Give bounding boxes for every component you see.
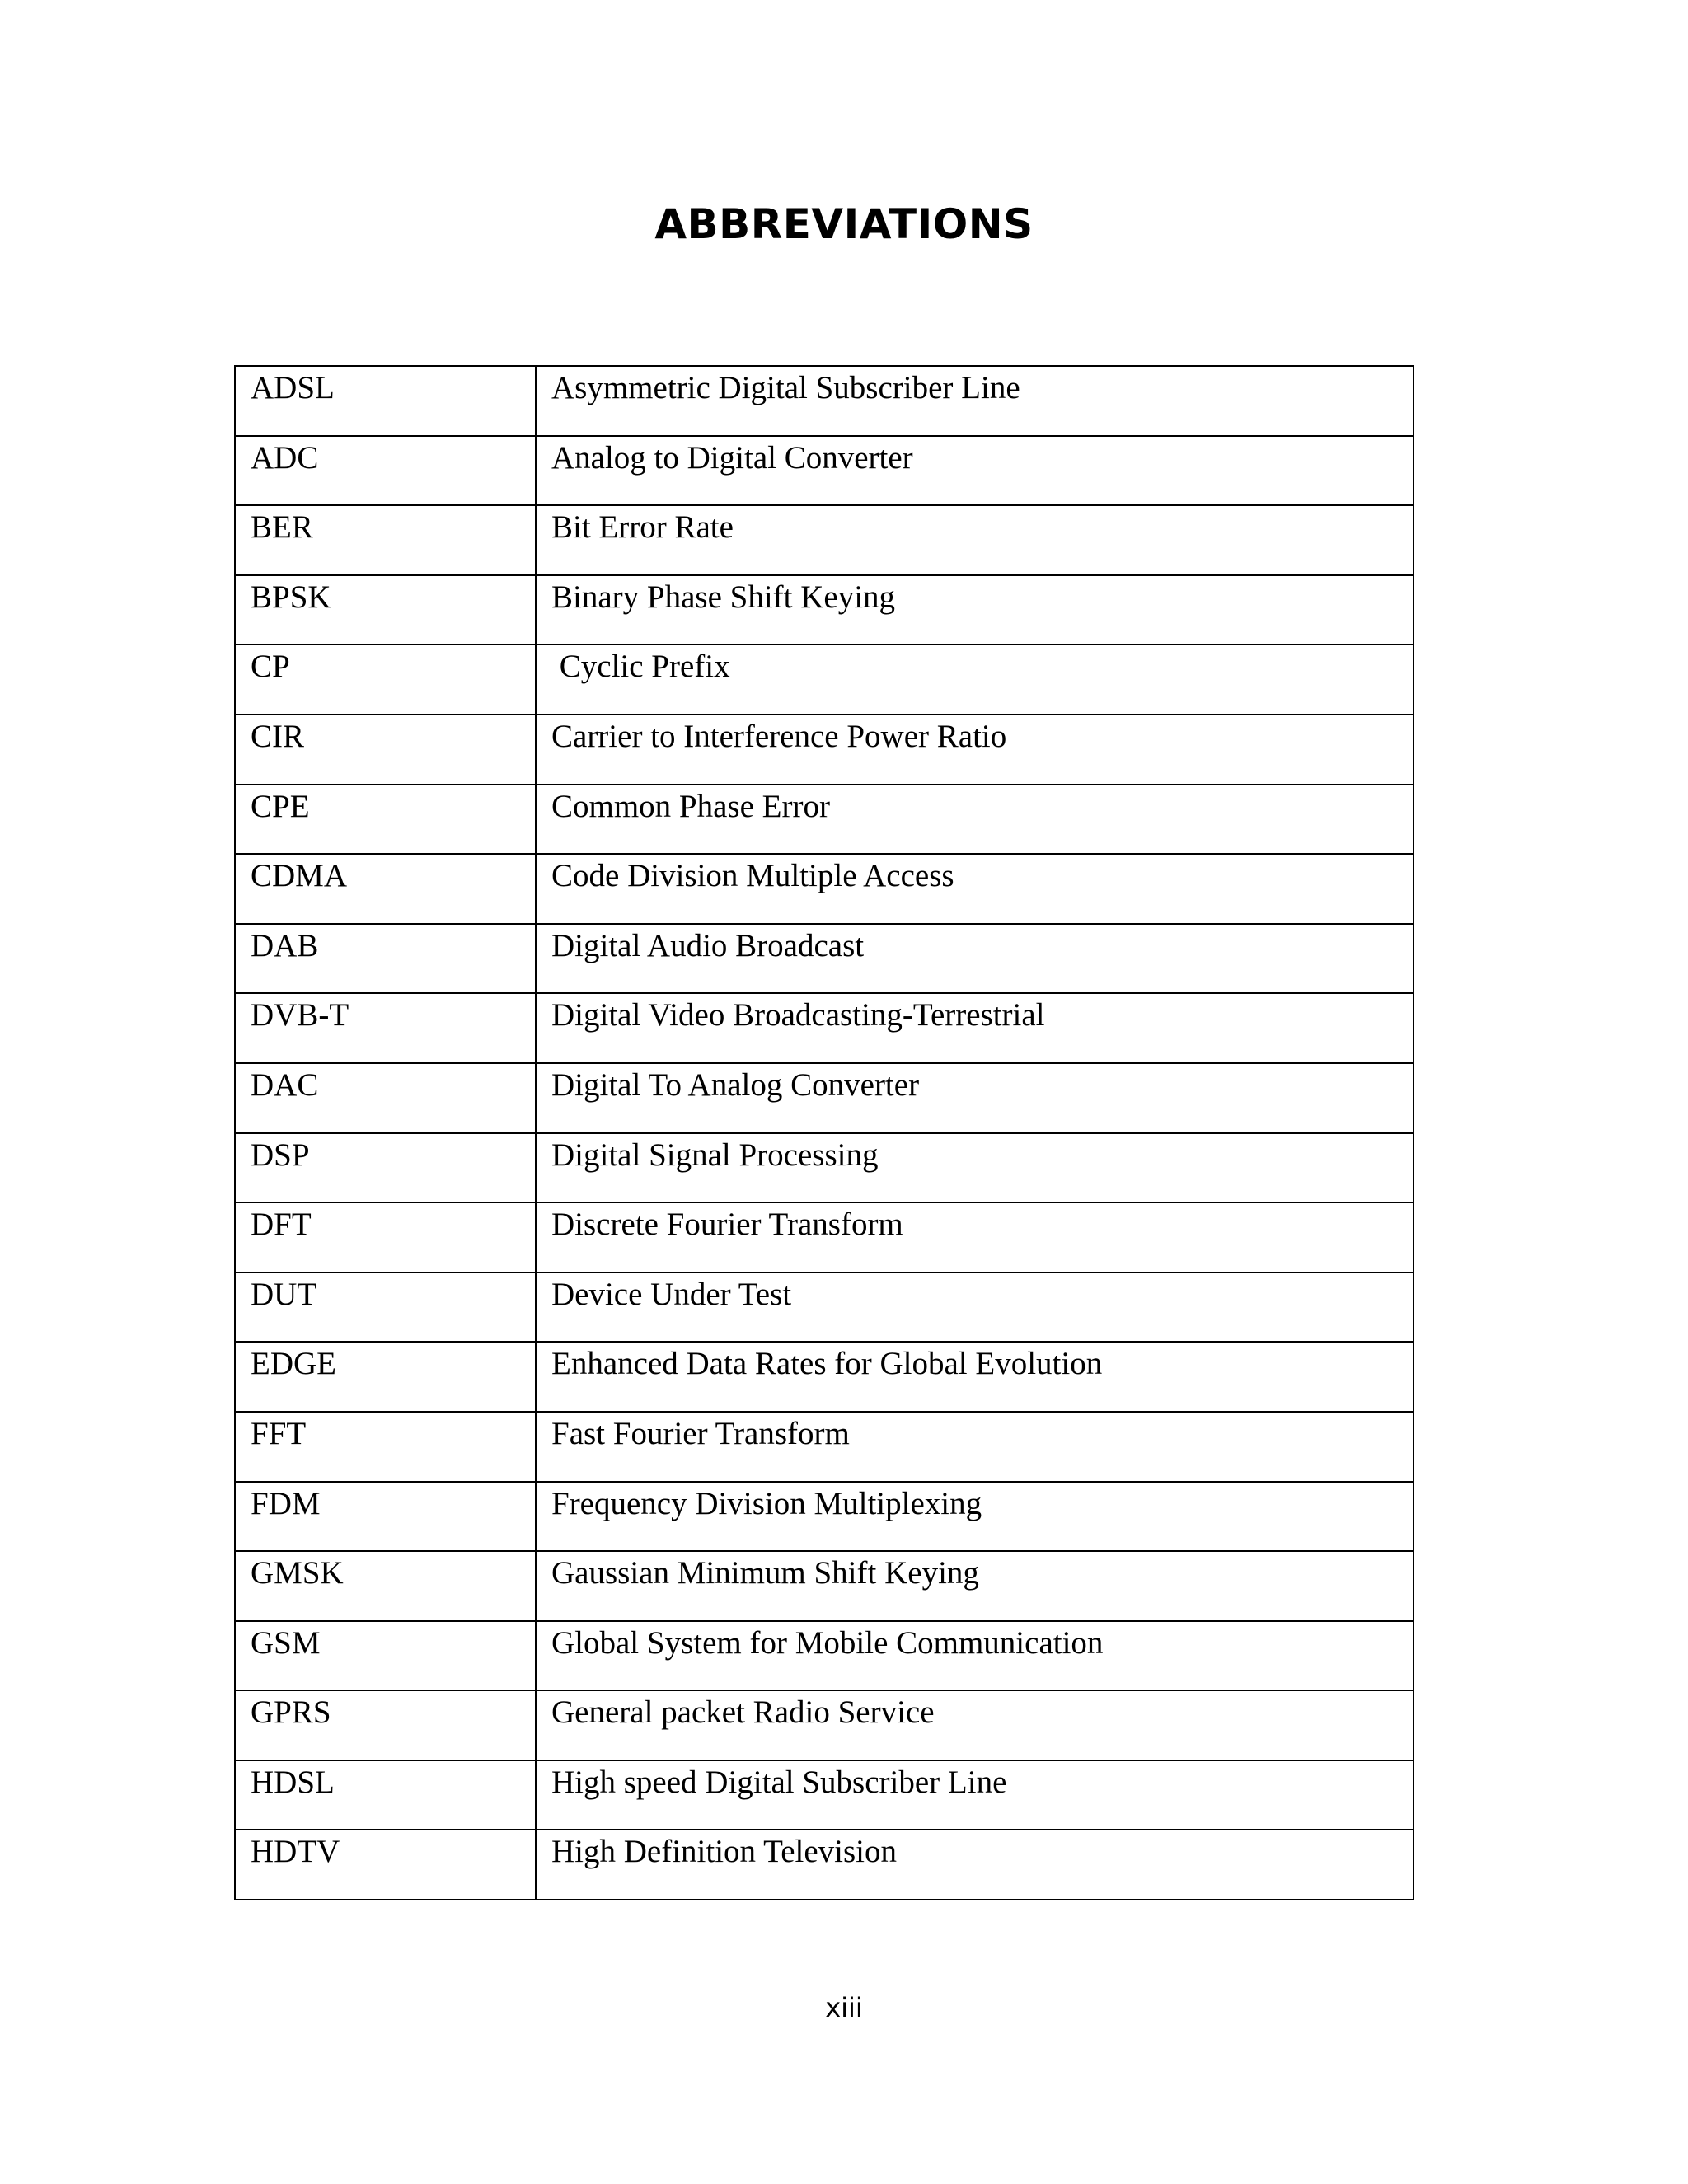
abbreviation-cell: CP [235,644,536,715]
abbreviation-cell: DFT [235,1202,536,1272]
page-number: xiii [825,1992,863,2023]
definition-cell: Bit Error Rate [536,505,1414,575]
table-row [235,436,1414,506]
table-row [235,1272,1414,1343]
definition-cell: Digital To Analog Converter [536,1063,1414,1133]
table-row [235,1342,1414,1412]
abbreviation-cell: HDSL [235,1760,536,1830]
abbreviation-cell: DUT [235,1272,536,1343]
table-row [235,1551,1414,1621]
definition-cell: Code Division Multiple Access [536,854,1414,924]
page-title: ABBREVIATIONS [654,200,1034,248]
abbreviation-cell: DVB-T [235,993,536,1063]
definition-cell: Digital Video Broadcasting-Terrestrial [536,993,1414,1063]
abbreviation-cell: DSP [235,1133,536,1203]
table-row [235,924,1414,994]
abbreviation-cell: CDMA [235,854,536,924]
table-row [235,1412,1414,1482]
abbreviation-cell: ADC [235,436,536,506]
abbreviation-cell: CPE [235,785,536,855]
definition-cell: High speed Digital Subscriber Line [536,1760,1414,1830]
abbreviations-table-body [235,366,1414,1900]
definition-cell: Fast Fourier Transform [536,1412,1414,1482]
table-row [235,1202,1414,1272]
abbreviations-table [234,365,1414,1900]
abbreviation-cell: GSM [235,1621,536,1691]
definition-cell: Carrier to Interference Power Ratio [536,715,1414,785]
definition-cell: Common Phase Error [536,785,1414,855]
definition-cell: Frequency Division Multiplexing [536,1482,1414,1552]
definition-cell: Discrete Fourier Transform [536,1202,1414,1272]
table-row [235,575,1414,645]
definition-cell: Global System for Mobile Communication [536,1621,1414,1691]
abbreviation-cell: DAC [235,1063,536,1133]
table-row [235,785,1414,855]
table-row [235,1690,1414,1760]
abbreviation-cell: GMSK [235,1551,536,1621]
abbreviation-cell: ADSL [235,366,536,436]
table-row [235,1133,1414,1203]
table-row [235,1830,1414,1900]
table-row [235,715,1414,785]
definition-cell: Digital Audio Broadcast [536,924,1414,994]
definition-cell: Cyclic Prefix [536,644,1414,715]
definition-cell: Binary Phase Shift Keying [536,575,1414,645]
abbreviation-cell: DAB [235,924,536,994]
definition-cell: Analog to Digital Converter [536,436,1414,506]
abbreviation-cell: HDTV [235,1830,536,1900]
definition-cell: Gaussian Minimum Shift Keying [536,1551,1414,1621]
abbreviation-cell: FDM [235,1482,536,1552]
definition-cell: High Definition Television [536,1830,1414,1900]
definition-cell: Digital Signal Processing [536,1133,1414,1203]
table-row [235,1760,1414,1830]
table-row [235,505,1414,575]
table-row [235,644,1414,715]
table-row [235,1482,1414,1552]
table-row [235,993,1414,1063]
table-row [235,854,1414,924]
definition-cell: Enhanced Data Rates for Global Evolution [536,1342,1414,1412]
definition-cell: Asymmetric Digital Subscriber Line [536,366,1414,436]
definition-cell: Device Under Test [536,1272,1414,1343]
abbreviation-cell: BPSK [235,575,536,645]
abbreviation-cell: CIR [235,715,536,785]
table-row [235,366,1414,436]
table-row [235,1063,1414,1133]
abbreviation-cell: FFT [235,1412,536,1482]
abbreviation-cell: BER [235,505,536,575]
abbreviation-cell: GPRS [235,1690,536,1760]
table-row [235,1621,1414,1691]
abbreviation-cell: EDGE [235,1342,536,1412]
definition-cell: General packet Radio Service [536,1690,1414,1760]
